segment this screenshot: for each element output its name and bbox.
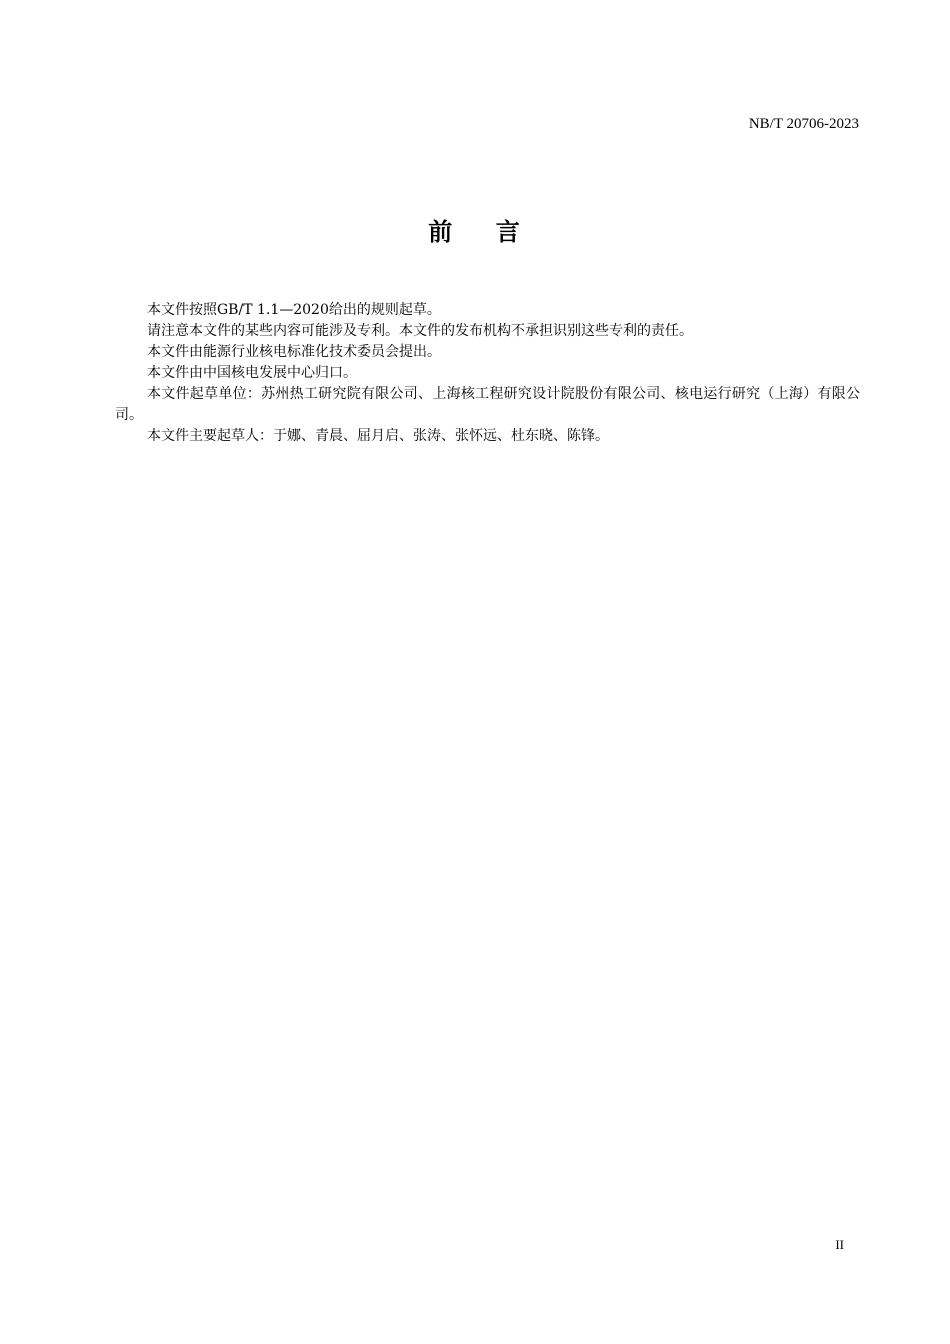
page-number: II [835, 1237, 844, 1252]
foreword-body [115, 300, 860, 447]
paragraph-drafters: 本文件主要起草人：于娜、青晨、屈月启、张涛、张怀远、杜东晓、陈锋。 [147, 428, 609, 444]
paragraph-proposer: 本文件由能源行业核电标准化技术委员会提出。 [147, 344, 441, 360]
standard-code: NB/T 20706-2023 [748, 116, 859, 132]
paragraph-patent-notice: 请注意本文件的某些内容可能涉及专利。本文件的发布机构不承担识别这些专利的责任。 [147, 323, 693, 339]
paragraph-drafting-rules: 本文件按照GB/T 1.1—2020给出的规则起草。 [147, 302, 441, 318]
paragraph-drafting-units: 本文件起草单位：苏州热工研究院有限公司、上海核工程研究设计院股份有限公司、核电运行研究（上海）有限公司。 [115, 386, 860, 423]
page-title: 前 言 [428, 218, 522, 246]
paragraph-administrator: 本文件由中国核电发展中心归口。 [147, 365, 357, 381]
